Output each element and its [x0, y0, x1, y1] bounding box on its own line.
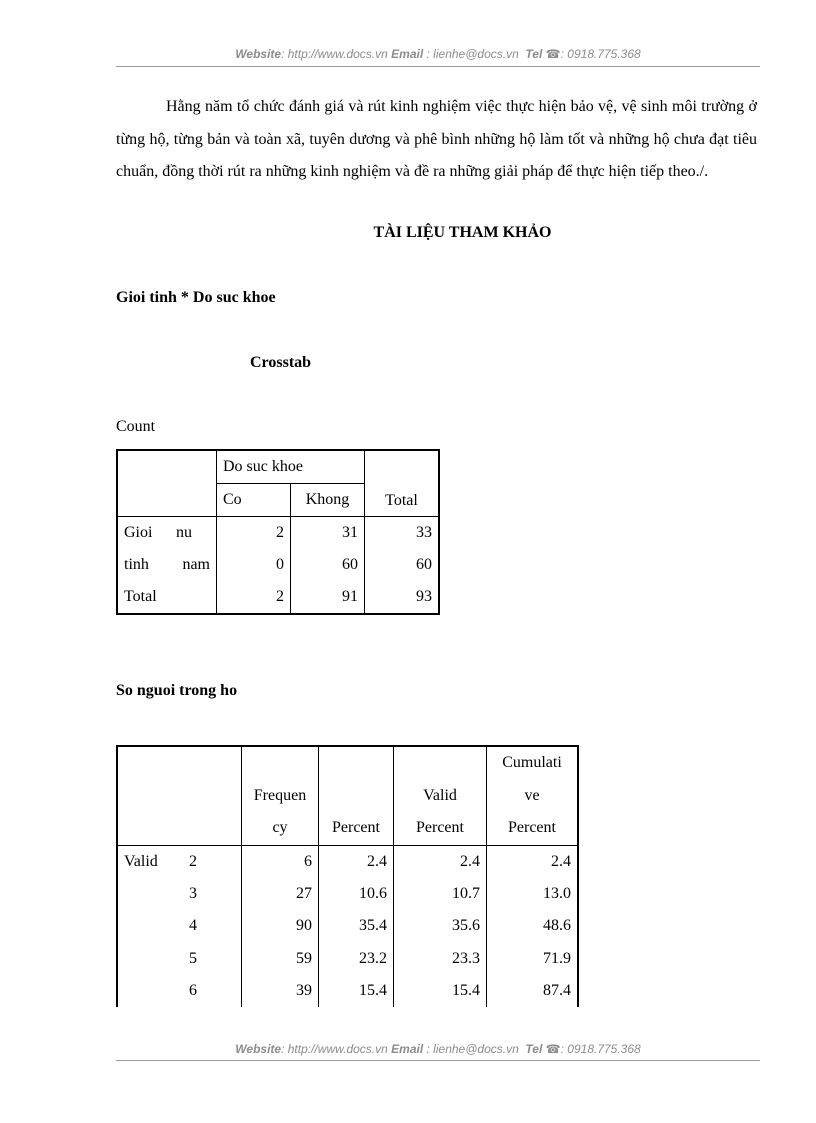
col-co: Co: [217, 484, 291, 517]
group-header: Do suc khoe: [217, 450, 365, 484]
page-header: [116, 47, 760, 61]
cell-frequency: 59: [242, 942, 319, 974]
crosstab-title: Crosstab: [250, 354, 312, 371]
cell-khong: 60: [291, 549, 365, 581]
website-url[interactable]: : http://www.docs.vn: [281, 47, 388, 61]
email-label: Email: [391, 1042, 424, 1056]
cell-cumulative: 2.4: [551, 852, 571, 870]
cell-percent: 23.2: [319, 942, 394, 974]
page-footer: [116, 1042, 760, 1056]
cell-co: 2: [217, 517, 291, 550]
row-label-total: Total: [117, 581, 217, 614]
cell-cumulative: 13.0: [543, 884, 571, 902]
count-label: Count: [116, 418, 156, 435]
cell-cumulative: 48.6: [543, 917, 571, 935]
cell-valid-percent: 15.4: [394, 975, 487, 1007]
cell-percent: 10.6: [319, 878, 394, 910]
website-label: Website: [235, 47, 282, 61]
col-valid-percent: Valid Percent: [394, 746, 487, 845]
cell-valid-percent: 23.3: [394, 942, 487, 974]
cell-frequency: 90: [242, 910, 319, 942]
tel-label: Tel: [525, 1042, 543, 1056]
tel-value: : 0918.775.368: [560, 1042, 641, 1056]
crosstab-heading: Gioi tinh * Do suc khoe: [116, 289, 276, 306]
header-rule: [116, 66, 760, 67]
email-value[interactable]: : lienhe@docs.vn: [426, 47, 519, 61]
row-label: Valid 2: [117, 845, 242, 878]
tel-value: : 0918.775.368: [560, 47, 641, 61]
cell-total: 60: [416, 556, 432, 573]
cell-total: 33: [416, 524, 432, 541]
cell-cumulative: 71.9: [543, 949, 571, 967]
cell-frequency: 39: [242, 975, 319, 1007]
tel-label: Tel: [525, 47, 543, 61]
row-label: 6: [117, 975, 242, 1007]
frequency-table: [116, 745, 579, 1007]
col-frequency: Frequen cy: [242, 746, 319, 845]
col-percent: Percent: [319, 746, 394, 845]
cell-valid-percent: 10.7: [394, 878, 487, 910]
crosstab-corner: [117, 450, 217, 517]
col-khong: Khong: [291, 484, 365, 517]
website-label: Website: [235, 1042, 282, 1056]
col-total: Total: [385, 492, 418, 509]
row-label: 4: [117, 910, 242, 942]
col-cumulative-percent: Cumulati ve Percent: [502, 754, 562, 836]
cell-khong: 31: [291, 517, 365, 550]
email-value[interactable]: : lienhe@docs.vn: [426, 1042, 519, 1056]
references-title: TÀI LIỆU THAM KHẢO: [373, 224, 552, 241]
row-label-nam: tinh nam: [117, 549, 217, 581]
cell-total: 93: [416, 588, 432, 605]
cell-khong: 91: [291, 581, 365, 614]
email-label: Email: [391, 47, 424, 61]
crosstab-table: [116, 449, 440, 615]
cell-percent: 2.4: [319, 845, 394, 878]
cell-cumulative: 87.4: [543, 981, 571, 999]
cell-valid-percent: 2.4: [394, 845, 487, 878]
cell-frequency: 6: [242, 845, 319, 878]
cell-percent: 15.4: [319, 975, 394, 1007]
cell-co: 0: [217, 549, 291, 581]
row-label: 5: [117, 942, 242, 974]
cell-frequency: 27: [242, 878, 319, 910]
phone-icon: ☎: [545, 47, 561, 61]
row-label-nu: Gioi nu: [117, 517, 217, 550]
freq-heading: So nguoi trong ho: [116, 682, 238, 699]
freq-corner: [117, 746, 242, 845]
cell-valid-percent: 35.6: [394, 910, 487, 942]
row-label: 3: [117, 878, 242, 910]
phone-icon: ☎: [545, 1042, 561, 1056]
footer-rule: [116, 1060, 760, 1061]
cell-co: 2: [217, 581, 291, 614]
cell-percent: 35.4: [319, 910, 394, 942]
website-url[interactable]: : http://www.docs.vn: [281, 1042, 388, 1056]
body-paragraph: Hằng năm tổ chức đánh giá và rút kinh nghiệm việc thực hiện bảo vệ, vệ sinh môi trường ở từng hộ, từng bản và toàn xã, tuyên dương và phê bình những hộ làm tốt và những hộ chưa đạt tiêu chuẩn, đồng thời rút ra những kinh nghiệm và đề ra những giải pháp để thực hiện tiếp theo./.: [116, 98, 757, 180]
